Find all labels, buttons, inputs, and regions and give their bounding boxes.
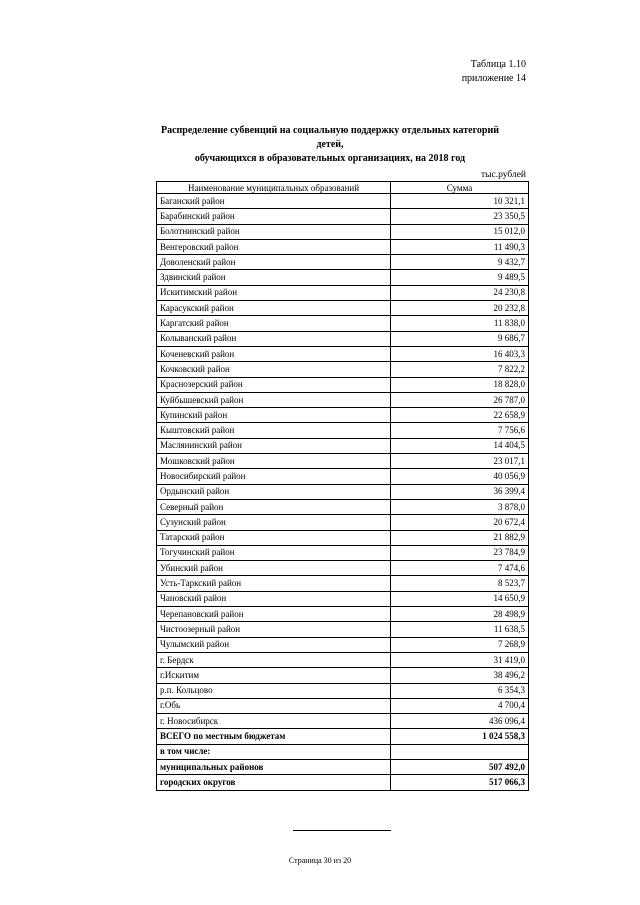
subvention-sum: 7 474,6	[391, 561, 529, 576]
including-empty	[391, 744, 529, 759]
table-row	[157, 499, 529, 514]
subvention-sum: 4 700,4	[391, 698, 529, 713]
table-row	[157, 331, 529, 346]
table-row	[157, 270, 529, 285]
subvention-sum: 28 498,9	[391, 607, 529, 622]
subvention-sum: 38 496,2	[391, 668, 529, 683]
subvention-sum: 40 056,9	[391, 469, 529, 484]
table-row	[157, 698, 529, 713]
municipality-name: Новосибирский район	[157, 469, 391, 484]
table-row	[157, 438, 529, 453]
including-label: в том числе:	[157, 744, 391, 759]
subvention-sum: 22 658,9	[391, 408, 529, 423]
table-row	[157, 209, 529, 224]
municipality-name: Искитимский район	[157, 285, 391, 300]
municipality-name: Чистоозерный район	[157, 622, 391, 637]
title-line-2: обучающихся в образовательных организациях, на 2018 год	[194, 153, 466, 164]
municipality-name: г.Искитим	[157, 668, 391, 683]
municipality-name: г.Обь	[157, 698, 391, 713]
municipality-name: Убинский район	[157, 561, 391, 576]
municipality-name: Краснозерский район	[157, 377, 391, 392]
municipality-name: Коченевский район	[157, 346, 391, 361]
municipality-name: Чановский район	[157, 591, 391, 606]
municipality-name: р.п. Кольцово	[157, 683, 391, 698]
subvention-sum: 23 017,1	[391, 454, 529, 469]
table-row	[157, 469, 529, 484]
subvention-sum: 10 321,1	[391, 194, 529, 209]
municipality-name: Карасукский район	[157, 301, 391, 316]
table-row	[157, 484, 529, 499]
column-header-sum: Сумма	[391, 182, 529, 194]
footer-divider	[293, 830, 391, 831]
subvention-sum: 31 419,0	[391, 652, 529, 667]
table-number: Таблица 1.10	[470, 59, 526, 70]
municipality-name: Маслянинский район	[157, 438, 391, 453]
table-header-row	[157, 182, 529, 194]
table-row	[157, 408, 529, 423]
table-reference	[462, 58, 526, 86]
subvention-sum: 9 432,7	[391, 255, 529, 270]
subvention-sum: 23 784,9	[391, 545, 529, 560]
page-footer: Страница 30 из 20	[288, 856, 352, 865]
municipality-name: Доволенский район	[157, 255, 391, 270]
table-row	[157, 423, 529, 438]
table-row	[157, 301, 529, 316]
table-row	[157, 255, 529, 270]
subvention-sum: 36 399,4	[391, 484, 529, 499]
appendix-number: приложение 14	[461, 73, 526, 84]
municipal-districts-row	[157, 759, 529, 774]
table-row	[157, 622, 529, 637]
subvention-sum: 7 268,9	[391, 637, 529, 652]
including-row	[157, 744, 529, 759]
table-row	[157, 362, 529, 377]
table-row	[157, 515, 529, 530]
table-row	[157, 285, 529, 300]
municipality-name: Кыштовский район	[157, 423, 391, 438]
table-row	[157, 607, 529, 622]
column-header-name: Наименование муниципальных образований	[157, 182, 391, 194]
urban-districts-label: городских округов	[157, 775, 391, 790]
municipality-name: Северный район	[157, 499, 391, 514]
table-row	[157, 668, 529, 683]
table-row	[157, 561, 529, 576]
municipality-name: Усть-Таркский район	[157, 576, 391, 591]
urban-districts-value: 517 066,3	[391, 775, 529, 790]
municipality-name: Болотнинский район	[157, 224, 391, 239]
municipality-name: Каргатский район	[157, 316, 391, 331]
subvention-sum: 7 756,6	[391, 423, 529, 438]
municipality-name: г. Новосибирск	[157, 714, 391, 729]
subvention-sum: 24 230,8	[391, 285, 529, 300]
subvention-sum: 18 828,0	[391, 377, 529, 392]
table-row	[157, 652, 529, 667]
title-line-1: Распределение субвенций на социальную поддержку отдельных категорий детей,	[160, 125, 499, 150]
subvention-sum: 8 523,7	[391, 576, 529, 591]
urban-districts-row	[157, 775, 529, 790]
subvention-sum: 11 490,3	[391, 239, 529, 254]
table-row	[157, 316, 529, 331]
municipality-name: Здвинский район	[157, 270, 391, 285]
table-row	[157, 714, 529, 729]
municipality-name: Кочковский район	[157, 362, 391, 377]
subvention-sum: 14 404,5	[391, 438, 529, 453]
table-row	[157, 576, 529, 591]
subvention-sum: 23 350,5	[391, 209, 529, 224]
municipality-name: Черепановский район	[157, 607, 391, 622]
subvention-sum: 15 012,0	[391, 224, 529, 239]
municipality-name: Татарский район	[157, 530, 391, 545]
table-row	[157, 683, 529, 698]
subvention-sum: 6 354,3	[391, 683, 529, 698]
municipality-name: Колыванский район	[157, 331, 391, 346]
table-row	[157, 530, 529, 545]
subvention-sum: 9 489,5	[391, 270, 529, 285]
subvention-sum: 26 787,0	[391, 392, 529, 407]
subvention-sum: 20 672,4	[391, 515, 529, 530]
municipality-name: Сузунский район	[157, 515, 391, 530]
table-row	[157, 591, 529, 606]
subvention-sum: 21 882,9	[391, 530, 529, 545]
table-row	[157, 224, 529, 239]
table-row	[157, 239, 529, 254]
table-row	[157, 377, 529, 392]
subvention-sum: 14 650,9	[391, 591, 529, 606]
municipal-districts-value: 507 492,0	[391, 759, 529, 774]
table-row	[157, 637, 529, 652]
municipality-name: Венгеровский район	[157, 239, 391, 254]
table-row	[157, 392, 529, 407]
municipality-name: Ордынский район	[157, 484, 391, 499]
municipality-name: Тогучинский район	[157, 545, 391, 560]
table-row	[157, 545, 529, 560]
subvention-sum: 20 232,8	[391, 301, 529, 316]
municipality-name: Чулымский район	[157, 637, 391, 652]
table-row	[157, 194, 529, 209]
total-row	[157, 729, 529, 744]
subvention-sum: 3 878,0	[391, 499, 529, 514]
municipality-name: Куйбышевский район	[157, 392, 391, 407]
municipality-name: Мошковский район	[157, 454, 391, 469]
subvention-sum: 9 686,7	[391, 331, 529, 346]
municipality-name: Барабинский район	[157, 209, 391, 224]
subvention-table	[156, 181, 529, 791]
municipality-name: г. Бердск	[157, 652, 391, 667]
table-row	[157, 454, 529, 469]
subvention-sum: 7 822,2	[391, 362, 529, 377]
subvention-sum: 16 403,3	[391, 346, 529, 361]
table-row	[157, 346, 529, 361]
municipal-districts-label: муниципальных районов	[157, 759, 391, 774]
document-title	[150, 124, 510, 166]
subvention-sum: 11 838,0	[391, 316, 529, 331]
subvention-sum: 436 096,4	[391, 714, 529, 729]
municipality-name: Баганский район	[157, 194, 391, 209]
total-label: ВСЕГО по местным бюджетам	[157, 729, 391, 744]
subvention-sum: 11 638,5	[391, 622, 529, 637]
total-value: 1 024 558,3	[391, 729, 529, 744]
units-label: тыс.рублей	[480, 170, 526, 180]
municipality-name: Купинский район	[157, 408, 391, 423]
